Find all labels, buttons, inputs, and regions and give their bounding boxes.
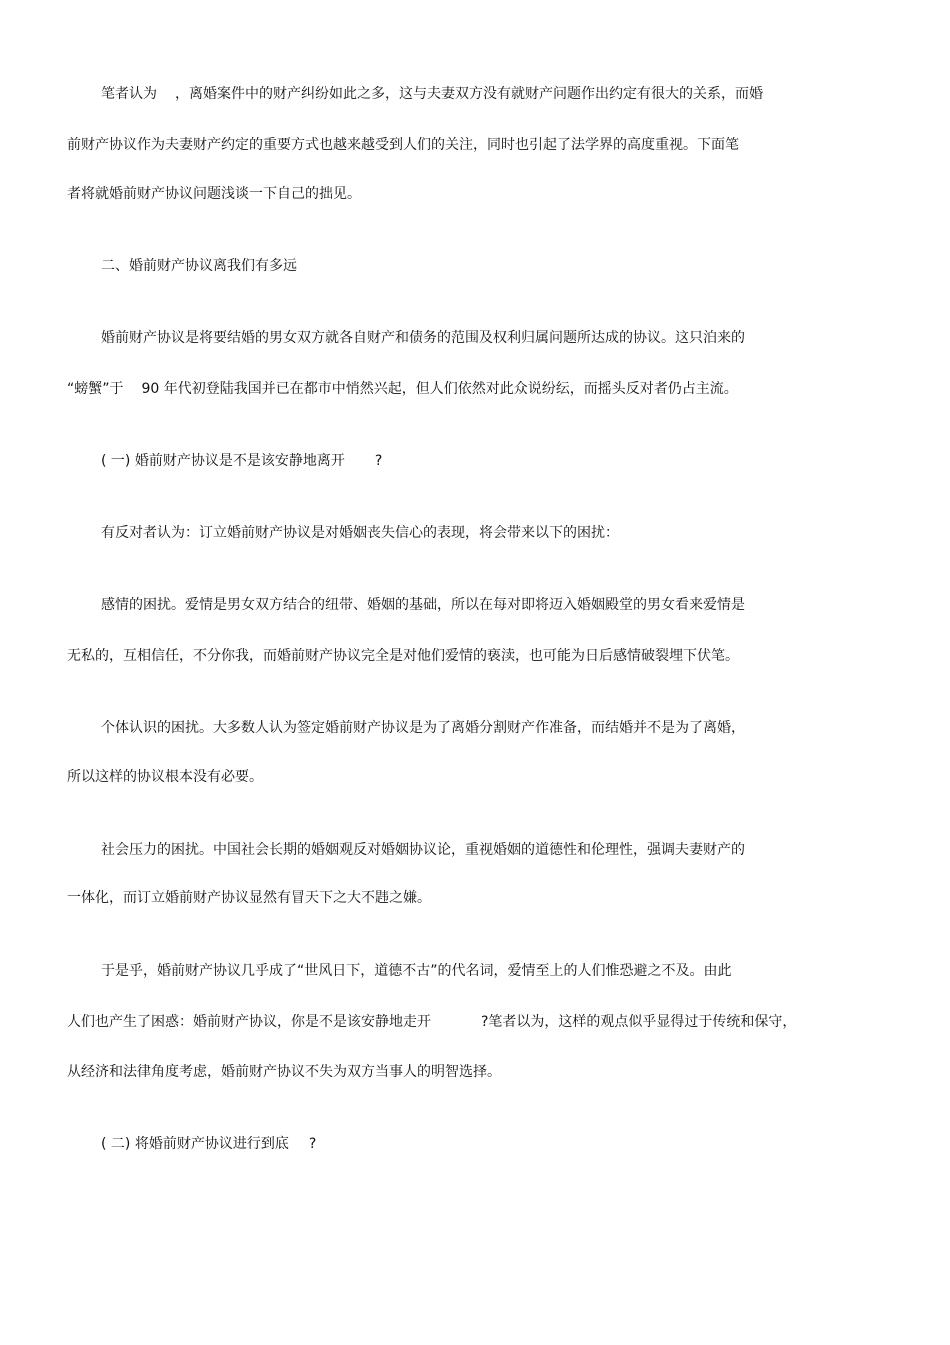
text-segment: 有反对者认为：订立婚前财产协议是对婚姻丧失信心的表现，将会带来以下的困扰： <box>101 525 619 541</box>
paragraph-4-line-2 <box>67 647 739 665</box>
heading-text: ? <box>308 1136 317 1152</box>
heading-text: ( 二) 将婚前财产协议进行到底 <box>101 1136 289 1152</box>
paragraph-2-line-2 <box>67 380 738 398</box>
text-segment: 前财产协议作为夫妻财产约定的重要方式也越来越受到人们的关注，同时也引起了法学界的高度重视。下面笔 <box>67 137 739 153</box>
heading-text: 二、婚前财产协议离我们有多远 <box>101 258 297 274</box>
paragraph-7-line-1 <box>101 962 732 980</box>
paragraph-1-line-3 <box>67 185 361 203</box>
text-segment: ，离婚案件中的财产纠纷如此之多，这与夫妻双方没有就财产问题作出约定有很大的关系，而婚 <box>175 86 763 102</box>
paragraph-2-line-1 <box>101 329 745 347</box>
text-segment: 所以这样的协议根本没有必要。 <box>67 769 263 785</box>
text-segment: 一体化，而订立婚前财产协议显然有冒天下之大不韪之嫌。 <box>67 890 431 906</box>
text-segment: 无私的，互相信任，不分你我，而婚前财产协议完全是对他们爱情的亵渎，也可能为日后感情破裂埋下伏笔。 <box>67 648 739 664</box>
paragraph-1-line-1 <box>101 85 763 103</box>
text-segment: 者将就婚前财产协议问题浅谈一下自己的拙见。 <box>67 186 361 202</box>
subheading-1 <box>101 452 382 470</box>
paragraph-4-line-1 <box>101 596 745 614</box>
paragraph-5-line-2 <box>67 768 263 786</box>
text-segment: 从经济和法律角度考虑，婚前财产协议不失为双方当事人的明智选择。 <box>67 1064 501 1080</box>
heading-text: ? <box>374 453 383 469</box>
text-segment: ?笔者以为，这样的观点似乎显得过于传统和保守， <box>481 1014 797 1030</box>
subheading-2 <box>101 1135 316 1153</box>
text-segment: 人们也产生了困惑：婚前财产协议，你是不是该安静地走开 <box>67 1014 431 1030</box>
section-heading-2 <box>101 257 297 275</box>
paragraph-1-line-2 <box>67 136 739 154</box>
text-segment: 笔者认为 <box>101 86 157 102</box>
paragraph-6-line-2 <box>67 889 431 907</box>
text-segment: “螃蟹”于 <box>67 381 124 397</box>
text-segment: 90 年代初登陆我国并已在都市中悄然兴起，但人们依然对此众说纷纭，而摇头反对者仍占主流。 <box>141 381 738 397</box>
paragraph-5-line-1 <box>101 719 745 737</box>
paragraph-6-line-1 <box>101 841 745 859</box>
text-segment: 个体认识的困扰。大多数人认为签定婚前财产协议是为了离婚分割财产作准备，而结婚并不是为了离婚， <box>101 720 745 736</box>
text-segment: 婚前财产协议是将要结婚的男女双方就各自财产和债务的范围及权利归属问题所达成的协议。这只泊来的 <box>101 330 745 346</box>
heading-text: ( 一) 婚前财产协议是不是该安静地离开 <box>101 453 345 469</box>
text-segment: 感情的困扰。爱情是男女双方结合的纽带、婚姻的基础，所以在每对即将迈入婚姻殿堂的男女看来爱情是 <box>101 597 745 613</box>
paragraph-3 <box>101 524 619 542</box>
paragraph-7-line-3 <box>67 1063 501 1081</box>
text-segment: 于是乎，婚前财产协议几乎成了“世风日下，道德不古”的代名词，爱情至上的人们惟恐避之不及。由此 <box>101 963 732 979</box>
paragraph-7-line-2 <box>67 1013 796 1031</box>
text-segment: 社会压力的困扰。中国社会长期的婚姻观反对婚姻协议论，重视婚姻的道德性和伦理性，强调夫妻财产的 <box>101 842 745 858</box>
